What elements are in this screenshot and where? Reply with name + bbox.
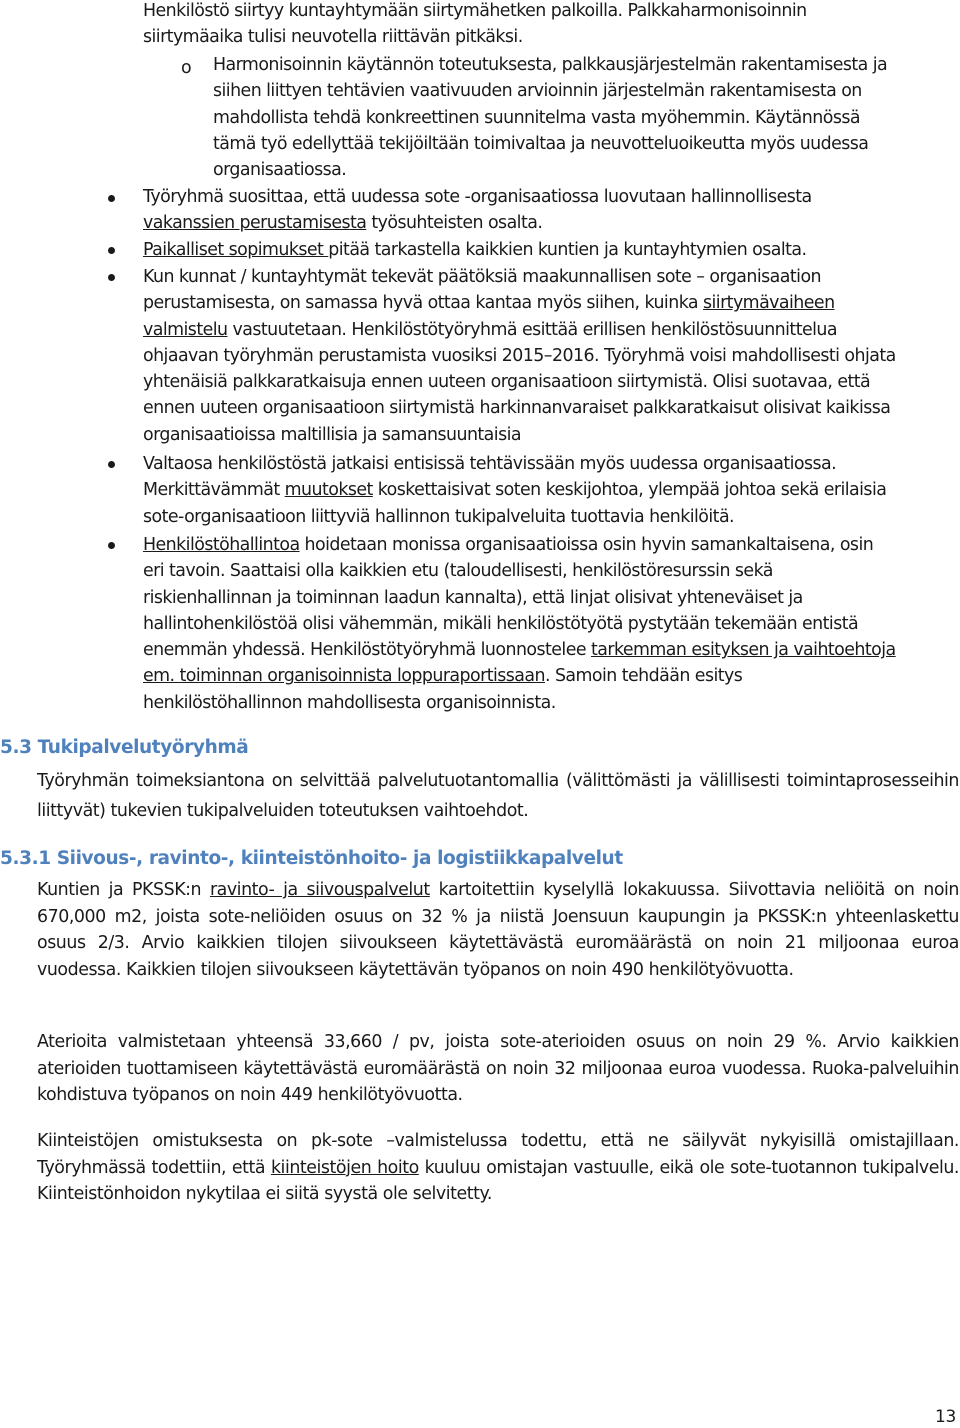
underlined-term: kiinteistöjen hoito	[270, 1157, 419, 1178]
bullet-dot	[108, 461, 115, 468]
text-line: ennen uuteen organisaatioon siirtymistä harkinnanvaraiset palkkaratkaisut olisivat kaikissa	[143, 398, 891, 419]
page-number: 13	[934, 1407, 956, 1427]
underlined-term: ravinto- ja siivouspalvelut	[209, 880, 430, 900]
bullet-item	[143, 532, 958, 716]
text-line: mahdollista tehdä konkreettinen suunnitelma vasta myöhemmin. Käytännössä	[213, 107, 860, 128]
text-line: riskienhallinnan ja toiminnan laadun kannalta), että linjat olisivat yhteneväiset ja	[143, 587, 803, 608]
underlined-term: Henkilöstöhallintoa	[143, 535, 300, 555]
text-line: Harmonisoinnin käytännön toteutuksesta, palkkausjärjestelmän rakentamisesta ja	[213, 55, 888, 75]
sub-list-item	[213, 52, 958, 183]
bullet-dot	[108, 195, 115, 202]
text-line: yhtenäisiä palkkaratkaisuja ennen uuteen organisaatioon siirtymistä. Olisi suotavaa, että	[143, 372, 871, 393]
sub-bullet-marker: o	[181, 58, 192, 78]
text-line: enemmän yhdessä. Henkilöstötyöryhmä luonnostelee tarkemman esityksen ja vaihtoehtoja	[143, 640, 896, 661]
bullet-item	[143, 184, 958, 237]
text-line: Valtaosa henkilöstöstä jatkaisi entisissä tehtävissään myös uudessa organisaatiossa.	[143, 454, 837, 474]
bullet-item	[143, 451, 958, 530]
text-line: eri tavoin. Saattaisi olla kaikkien etu (taloudellisesti, henkilöstöresurssin sekä	[143, 561, 773, 582]
text-line: organisaatioissa maltillisia ja samansuuntaisia	[143, 424, 521, 445]
bullet-dot	[108, 247, 115, 254]
section-heading: 5.3 Tukipalvelutyöryhmä	[0, 737, 249, 758]
underlined-term: tarkemman esityksen ja vaihtoehtoja	[591, 640, 896, 661]
underlined-term: vakanssien perustamisesta	[143, 213, 367, 234]
text-line: Kun kunnat / kuntayhtymät tekevät päätöksiä maakunnallisen sote – organisaation	[143, 267, 822, 287]
text-line: Henkilöstöhallintoa hoidetaan monissa organisaatioissa osin hyvin samankaltaisena, osin	[143, 535, 874, 555]
subsection-heading: 5.3.1 Siivous-, ravinto-, kiinteistönhoito- ja logistiikkapalvelut	[0, 848, 623, 869]
bullet-item	[143, 264, 958, 448]
section-paragraph: Kuntien ja PKSSK:n ravinto- ja siivouspalvelut kartoitettiin kyselyllä lokakuussa. Siivottavia neliöitä on noin 670,000 m2, joista sote-neliöiden osuus on 32 % ja niistä Joensuun kaupungin ja PKSSK:n yhteenlaskettu osuus 2/3. Arvio kaikkien tilojen siivoukseen käytettävästä euromäärästä on noin 21 miljoonaa euroa vuodessa. Kaikkien tilojen siivoukseen käytettävän työpanos on noin 490 henkilötyövuotta.	[37, 880, 959, 980]
text-line: vakanssien perustamisesta työsuhteisten osalta.	[143, 213, 543, 234]
section-paragraph: Työryhmän toimeksiantona on selvittää palvelutuotantomallia (välittömästi ja välillisesti toimintaprosesseihin liittyvät) tukevien tukipalveluiden toteutuksen vaihtoehdot.	[37, 771, 959, 821]
underlined-term: muutokset	[284, 480, 373, 501]
section-paragraph: Aterioita valmistetaan yhteensä 33,660 / pv, joista sote-aterioiden osuus on noin 29 %. Arvio kaikkien aterioiden tuottamiseen käytettävästä euromäärästä on noin 32 miljoonaa euroa vuodessa. Ruoka-palveluihin kohdistuva työpanos on noin 449 henkilötyövuotta.	[37, 1032, 959, 1105]
text-line: em. toiminnan organisoinnista loppuraportissaan. Samoin tehdään esitys	[143, 666, 743, 687]
text-line: perustamisesta, on samassa hyvä ottaa kantaa myös siihen, kuinka siirtymävaiheen	[143, 293, 835, 314]
text-line: siihen liittyen tehtävien vaativuuden arvioinnin järjestelmän rakentamisesta on	[213, 81, 862, 102]
text-line: organisaatiossa.	[213, 160, 347, 181]
underlined-term: Paikalliset sopimukset	[143, 240, 329, 260]
text-line: Paikalliset sopimukset pitää tarkastella kaikkien kuntien ja kuntayhtymien osalta.	[143, 240, 807, 260]
text-line: tämä työ edellyttää tekijöiltään toimivaltaa ja neuvotteluoikeutta myös uudessa	[213, 133, 869, 154]
text-line: henkilöstöhallinnon mahdollisesta organisoinnista.	[143, 692, 556, 713]
text-line: ohjaavan työryhmän perustamista vuosiksi 2015–2016. Työryhmä voisi mahdollisesti ohjata	[143, 345, 896, 366]
text-line: Merkittävämmät muutokset koskettaisivat soten keskijohtoa, ylempää johtoa sekä erilaisia	[143, 480, 887, 501]
underlined-term: siirtymävaiheen	[703, 293, 835, 314]
text-line: hallintohenkilöstöä olisi vähemmän, mikäli henkilöstötyötä pystytään tekemään entistä	[143, 613, 859, 634]
text-line: Työryhmä suosittaa, että uudessa sote -organisaatiossa luovutaan hallinnollisesta	[143, 187, 812, 207]
underlined-term: em. toiminnan organisoinnista loppuraportissaan	[143, 666, 545, 687]
bullet-dot	[108, 542, 115, 549]
underlined-term: valmistelu	[143, 319, 228, 340]
continuation-paragraph	[143, 0, 958, 51]
text-line: sote-organisaatioon liittyviä hallinnon tukipalveluita tuottavia henkilöitä.	[143, 506, 735, 527]
text-line: Henkilöstö siirtyy kuntayhtymään siirtymähetken palkoilla. Palkkaharmonisoinnin	[143, 1, 807, 21]
text-line: siirtymäaika tulisi neuvotella riittävän pitkäksi.	[143, 27, 523, 48]
text-line: valmistelu vastuutetaan. Henkilöstötyöryhmä esittää erillisen henkilöstösuunnittelua	[143, 319, 837, 340]
bullet-item	[143, 237, 958, 263]
section-paragraph: Kiinteistöjen omistuksesta on pk-sote –valmistelussa todettu, että ne säilyvät nykyisillä omistajillaan. Työryhmässä todettiin, että kiinteistöjen hoito kuuluu omistajan vastuulle, eikä ole sote-tuotannon tukipalvelu. Kiinteistönhoidon nykytilaa ei siitä syystä ole selvitetty.	[37, 1131, 960, 1204]
bullet-dot	[108, 274, 115, 281]
